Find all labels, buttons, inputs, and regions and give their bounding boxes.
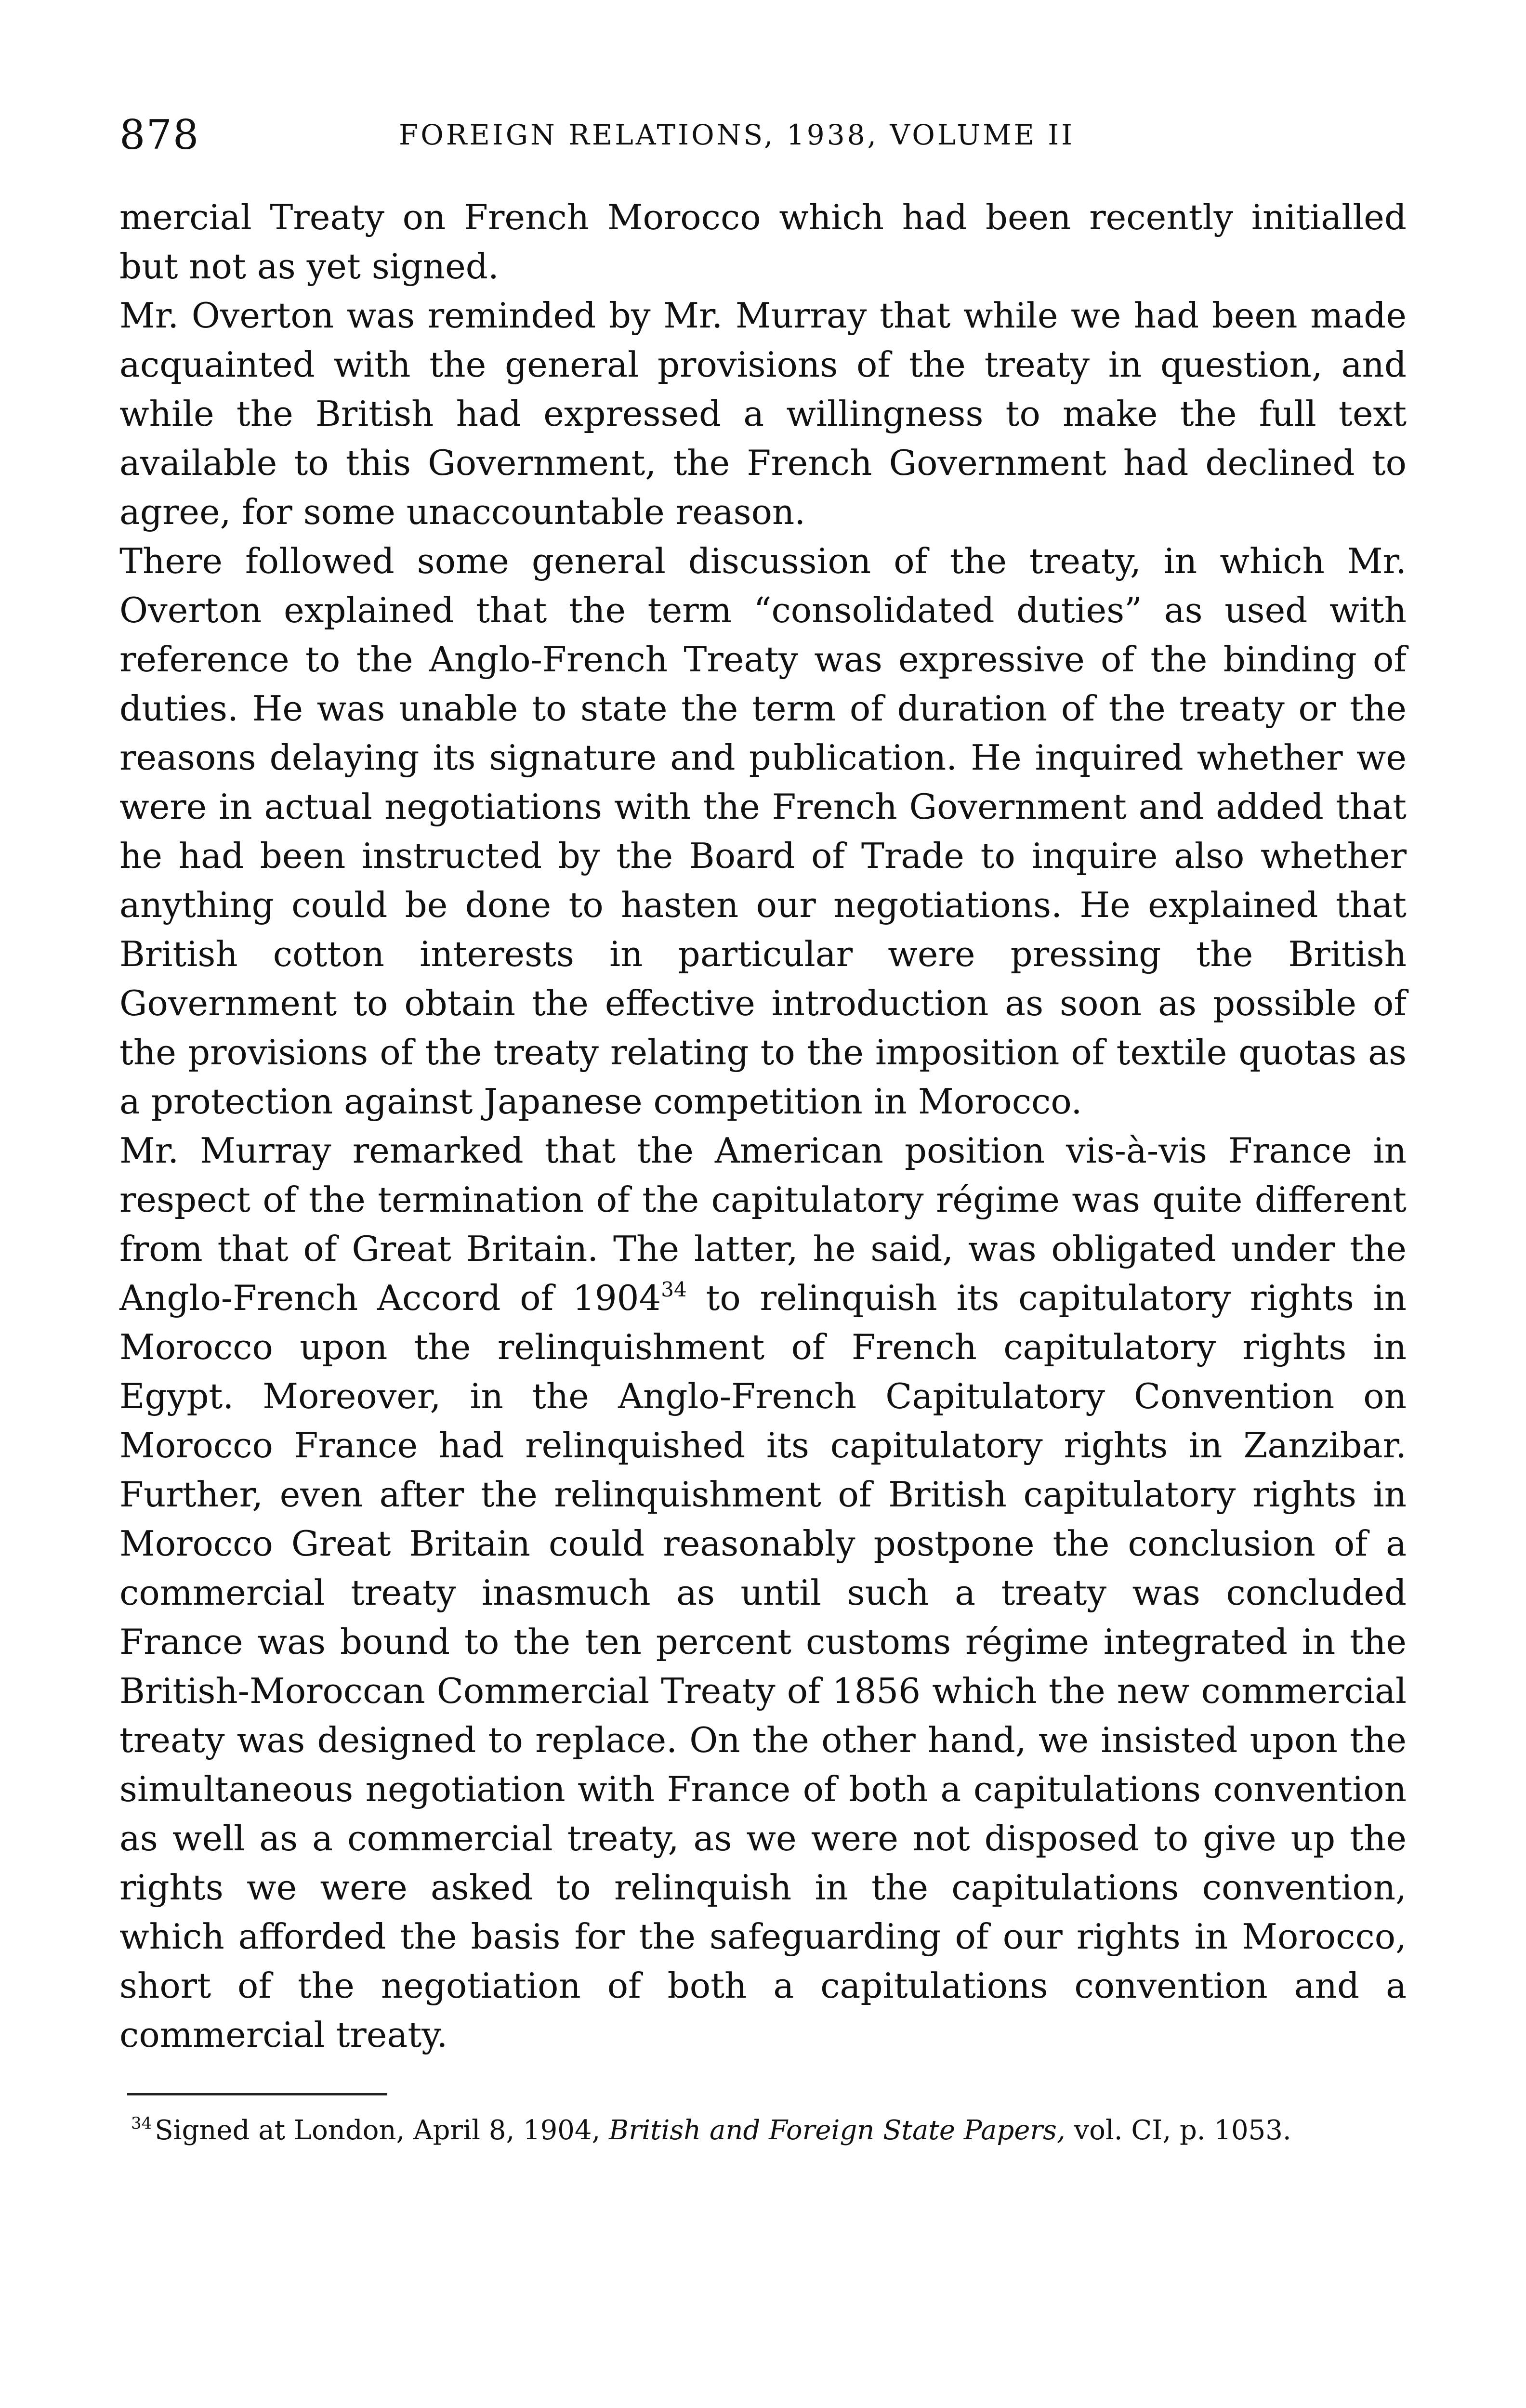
paragraph-2: Mr. Overton was reminded by Mr. Murray that while we had been made acquainted with the general provisions of the treaty in question, and while the British had expressed a willingness to make the full text available to this Government, the French Government had declined to agree, for some unaccountable reason.: [119, 295, 1407, 532]
paragraph-3: There followed some general discussion of the treaty, in which Mr. Overton explained that the term “consolidated duties” as used with reference to the Anglo-French Treaty was expressive of the binding of duties. He was unable to state the term of duration of the treaty or the reasons delaying its signature and publication. He inquired whether we were in actual negotiations with the French Government and added that he had been instructed by the Board of Trade to inquire also whether anything could be done to hasten our negotiations. He explained that British cotton interests in particular were pressing the British Government to obtain the effective introduction as soon as possible of the provisions of the treaty relating to the imposition of textile quotas as a protection against Japanese competition in Morocco.: [119, 541, 1407, 1122]
footnote-text-after: vol. CI, p. 1053.: [1065, 2115, 1291, 2146]
page-number: 878: [119, 111, 200, 158]
footnote: [119, 2112, 1407, 2149]
paragraph-1: mercial Treaty on French Morocco which had been recently initialled but not as yet signed.: [119, 197, 1407, 287]
footnote-italic-title: British and Foreign State Papers,: [609, 2115, 1066, 2146]
footnote-text-before: Signed at London, April 8, 1904,: [155, 2115, 609, 2146]
paragraph-4-text-before-ref: Mr. Murray remarked that the American position vis-à-vis France in respect of the termination of the capitulatory régime was quite different from that of Great Britain. The latter, he said, was obligated under the Anglo-French Accord of 1904: [119, 1130, 1407, 1318]
body-text: [119, 193, 1407, 2059]
running-title: FOREIGN RELATIONS, 1938, VOLUME II: [399, 118, 1075, 151]
running-head: [119, 106, 1407, 164]
footnote-divider: [127, 2093, 387, 2095]
paragraph-4-text-after-ref: to relinquish its capitulatory rights in Morocco upon the relinquishment of French capitulatory rights in Egypt. Moreover, in the Anglo-French Capitulatory Convention on Morocco France had relinquished its capitulatory rights in Zanzibar. Further, even after the relinquishment of British capitulatory rights in Morocco Great Britain could reasonably postpone the conclusion of a commercial treaty inasmuch as until such a treaty was concluded France was bound to the ten percent customs régime integrated in the British-Moroccan Commercial Treaty of 1856 which the new commercial treaty was designed to replace. On the other hand, we insisted upon the simultaneous negotiation with France of both a capitulations convention as well as a commercial treaty, as we were not disposed to give up the rights we were asked to relinquish in the capitulations convention, which afforded the basis for the safeguarding of our rights in Morocco, short of the negotiation of both a capitulations convention and a commercial treaty.: [119, 1278, 1407, 2055]
footnote-mark: 34: [131, 2114, 152, 2133]
paragraph-4: [119, 1126, 1407, 2059]
document-page: [119, 106, 1407, 2149]
footnote-reference[interactable]: 34: [661, 1278, 687, 1301]
